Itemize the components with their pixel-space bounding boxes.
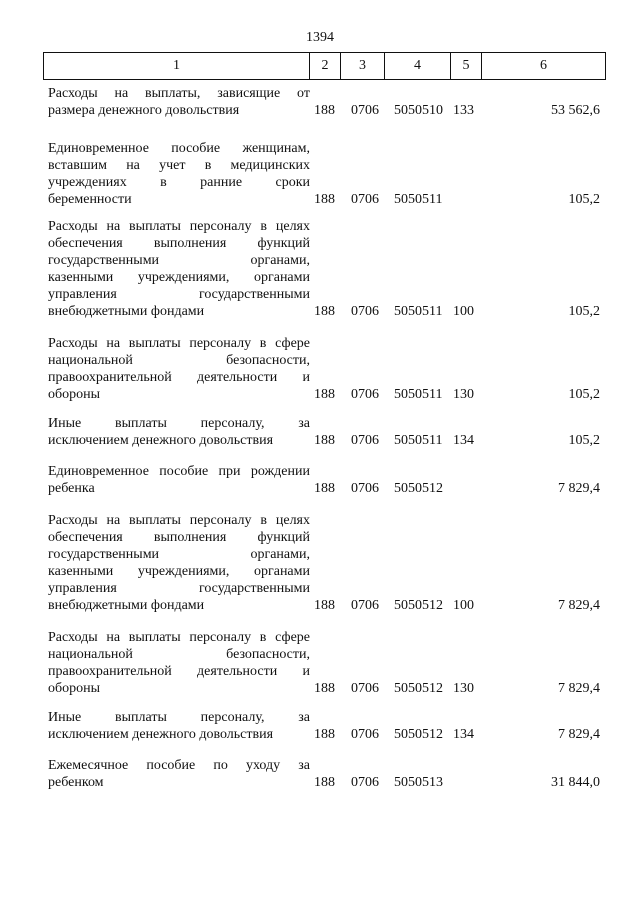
description-line: исключением денежного довольствия (48, 727, 274, 742)
code-chapter: 188 (314, 103, 335, 118)
code-section: 0706 (351, 598, 379, 613)
code-article: 5050511 (394, 433, 443, 448)
row-description (48, 709, 310, 743)
table-row (48, 463, 608, 497)
code-section: 0706 (351, 192, 379, 207)
code-article: 5050512 (394, 727, 443, 742)
code-section: 0706 (351, 304, 379, 319)
code-article: 5050513 (394, 775, 443, 790)
description-line: Иные выплаты персоналу, за (48, 710, 310, 725)
description-line: Иные выплаты персоналу, за (48, 416, 310, 431)
description-line: Расходы на выплаты персоналу в сфере (48, 336, 310, 351)
amount-value: 53 562,6 (551, 103, 600, 118)
table-row (48, 85, 608, 119)
code-article: 5050512 (394, 481, 443, 496)
description-line: Единовременное пособие при рождении (48, 464, 310, 479)
description-line: казенными учреждениями, органами (48, 270, 310, 285)
description-line: национальной безопасности, (48, 647, 310, 662)
description-line: управления государственными (48, 287, 310, 302)
row-description (48, 757, 310, 791)
code-article: 5050512 (394, 681, 443, 696)
description-line: казенными учреждениями, органами (48, 564, 310, 579)
column-header-4: 4 (385, 53, 451, 80)
code-chapter: 188 (314, 727, 335, 742)
description-line: размера денежного довольствия (48, 103, 240, 118)
code-article: 5050511 (394, 387, 443, 402)
row-description (48, 85, 310, 119)
code-chapter: 188 (314, 481, 335, 496)
description-line: правоохранительной деятельности и (48, 664, 310, 679)
code-chapter: 188 (314, 304, 335, 319)
code-expense-type: 130 (453, 387, 474, 402)
description-line: учреждениях в ранние сроки (48, 175, 310, 190)
code-section: 0706 (351, 481, 379, 496)
amount-value: 7 829,4 (558, 598, 600, 613)
amount-value: 105,2 (568, 192, 600, 207)
code-section: 0706 (351, 103, 379, 118)
description-line: обороны (48, 387, 101, 402)
code-article: 5050510 (394, 103, 443, 118)
code-expense-type: 134 (453, 433, 474, 448)
code-chapter: 188 (314, 775, 335, 790)
code-article: 5050512 (394, 598, 443, 613)
description-line: беременности (48, 192, 132, 207)
row-description (48, 629, 310, 697)
description-line: государственными органами, (48, 547, 310, 562)
description-line: исключением денежного довольствия (48, 433, 274, 448)
row-description (48, 512, 310, 614)
table-row (48, 709, 608, 743)
row-description (48, 140, 310, 208)
code-chapter: 188 (314, 598, 335, 613)
description-line: Расходы на выплаты персоналу в сфере (48, 630, 310, 645)
table-row (48, 629, 608, 697)
code-section: 0706 (351, 433, 379, 448)
description-line: обеспечения выполнения функций (48, 530, 310, 545)
table-row (48, 218, 608, 320)
amount-value: 7 829,4 (558, 481, 600, 496)
table-row (48, 140, 608, 208)
code-section: 0706 (351, 387, 379, 402)
description-line: управления государственными (48, 581, 310, 596)
code-chapter: 188 (314, 681, 335, 696)
amount-value: 105,2 (568, 387, 600, 402)
description-line: вставшим на учет в медицинских (48, 158, 310, 173)
code-chapter: 188 (314, 192, 335, 207)
page-number: 1394 (306, 30, 334, 45)
code-expense-type: 100 (453, 304, 474, 319)
column-header-5: 5 (451, 53, 482, 80)
description-line: Ежемесячное пособие по уходу за (48, 758, 310, 773)
code-chapter: 188 (314, 433, 335, 448)
code-expense-type: 134 (453, 727, 474, 742)
column-header-row (44, 53, 606, 80)
column-header-6: 6 (482, 53, 606, 80)
description-line: внебюджетными фондами (48, 598, 205, 613)
amount-value: 105,2 (568, 433, 600, 448)
amount-value: 105,2 (568, 304, 600, 319)
description-line: ребенком (48, 775, 104, 790)
description-line: правоохранительной деятельности и (48, 370, 310, 385)
column-header-3: 3 (341, 53, 385, 80)
row-description (48, 335, 310, 403)
table-row (48, 415, 608, 449)
table-row (48, 512, 608, 614)
description-line: внебюджетными фондами (48, 304, 205, 319)
description-line: государственными органами, (48, 253, 310, 268)
code-article: 5050511 (394, 192, 443, 207)
column-header-table (43, 52, 606, 80)
code-section: 0706 (351, 727, 379, 742)
description-line: национальной безопасности, (48, 353, 310, 368)
column-header-1: 1 (44, 53, 310, 80)
code-section: 0706 (351, 775, 379, 790)
row-description (48, 218, 310, 320)
description-line: обеспечения выполнения функций (48, 236, 310, 251)
description-line: обороны (48, 681, 101, 696)
description-line: Расходы на выплаты персоналу в целях (48, 513, 310, 528)
column-header-2: 2 (310, 53, 341, 80)
table-row (48, 757, 608, 791)
code-expense-type: 100 (453, 598, 474, 613)
description-line: ребенка (48, 481, 95, 496)
code-article: 5050511 (394, 304, 443, 319)
amount-value: 31 844,0 (551, 775, 600, 790)
code-expense-type: 133 (453, 103, 474, 118)
description-line: Единовременное пособие женщинам, (48, 141, 310, 156)
code-expense-type: 130 (453, 681, 474, 696)
amount-value: 7 829,4 (558, 727, 600, 742)
amount-value: 7 829,4 (558, 681, 600, 696)
description-line: Расходы на выплаты, зависящие от (48, 86, 310, 101)
code-chapter: 188 (314, 387, 335, 402)
code-section: 0706 (351, 681, 379, 696)
description-line: Расходы на выплаты персоналу в целях (48, 219, 310, 234)
row-description (48, 415, 310, 449)
table-row (48, 335, 608, 403)
row-description (48, 463, 310, 497)
